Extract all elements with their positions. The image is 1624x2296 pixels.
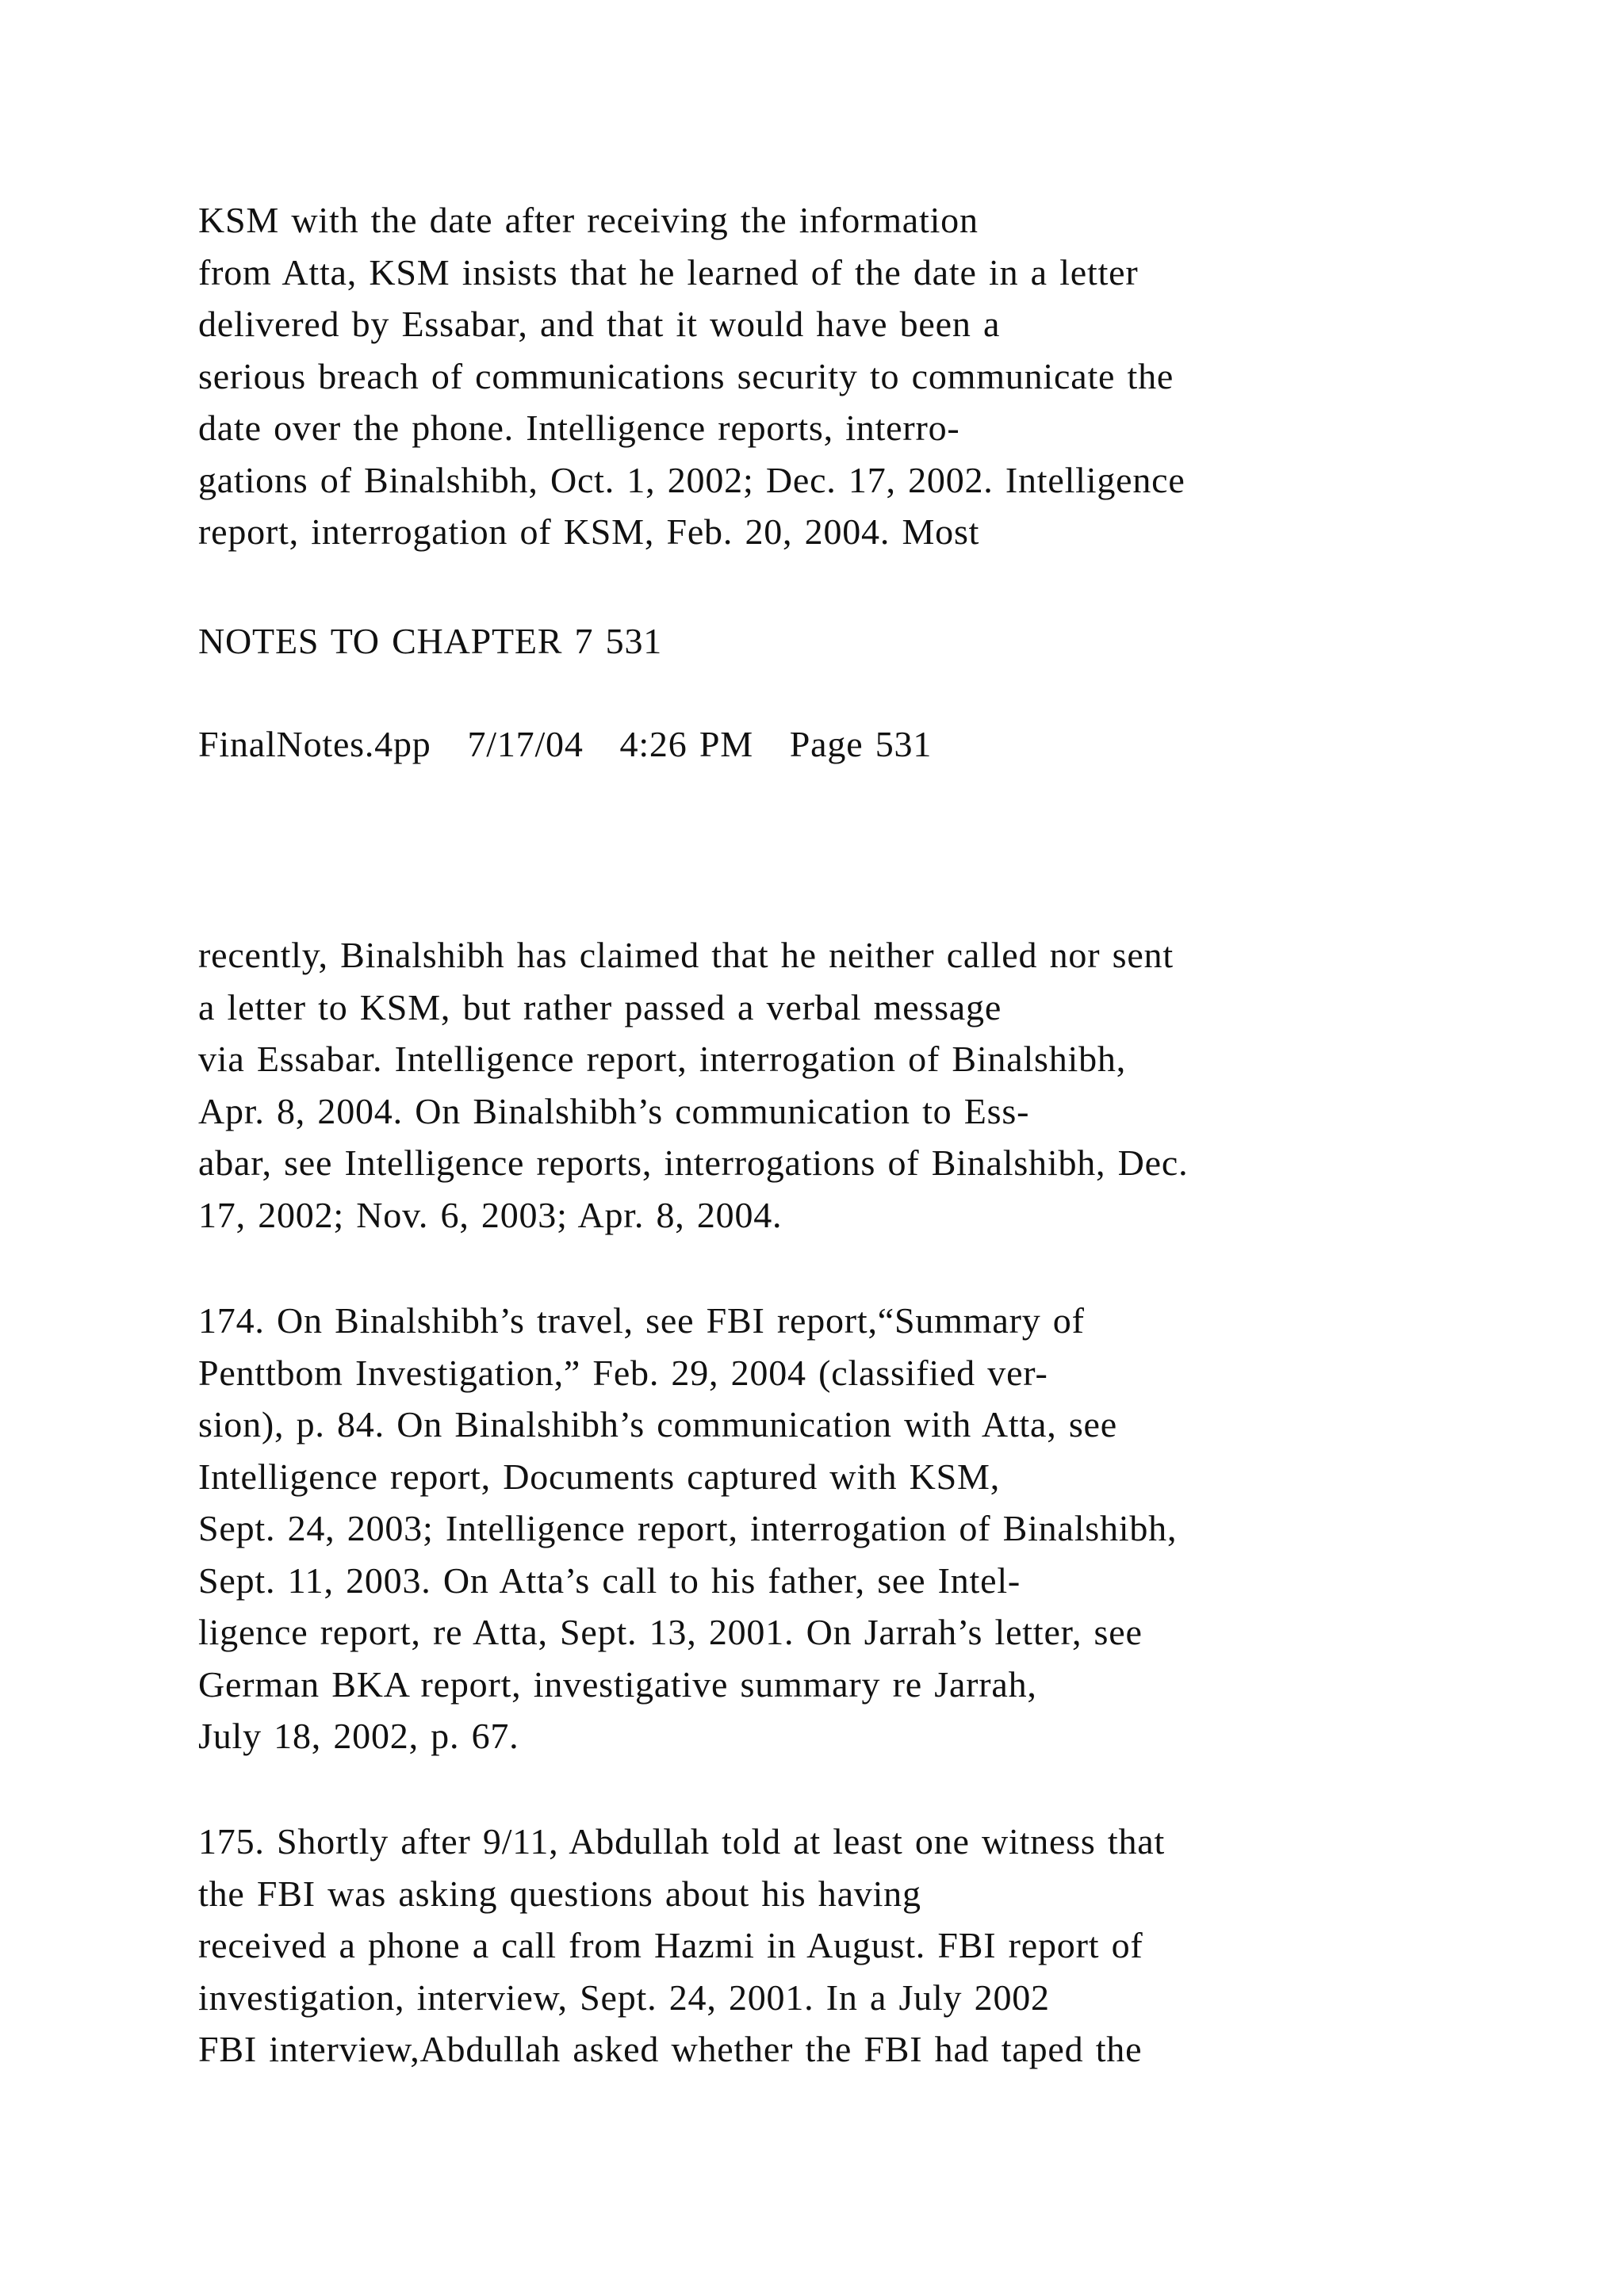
text-line: 175. Shortly after 9/11, Abdullah told at least one witness that xyxy=(198,1821,1166,1862)
note-174-paragraph xyxy=(198,1295,1483,1762)
text-line: the FBI was asking questions about his having xyxy=(198,1873,921,1914)
text-line: 17, 2002; Nov. 6, 2003; Apr. 8, 2004. xyxy=(198,1194,783,1235)
notes-chapter-heading: NOTES TO CHAPTER 7 531 xyxy=(198,621,663,661)
text-line: report, interrogation of KSM, Feb. 20, 2004. Most xyxy=(198,511,980,552)
text-line: July 18, 2002, p. 67. xyxy=(198,1716,519,1756)
note-175-paragraph xyxy=(198,1816,1483,2076)
text-line: investigation, interview, Sept. 24, 2001. In a July 2002 xyxy=(198,1976,1050,2018)
text-line: from Atta, KSM insists that he learned of the date in a letter xyxy=(198,251,1139,293)
text-line: Apr. 8, 2004. On Binalshibh’s communication to Ess- xyxy=(198,1090,1030,1131)
text-line: abar, see Intelligence reports, interrogations of Binalshibh, Dec. xyxy=(198,1142,1189,1183)
file-stamp: FinalNotes.4pp 7/17/04 4:26 PM Page 531 xyxy=(198,724,933,764)
text-line: a letter to KSM, but rather passed a verbal message xyxy=(198,986,1002,1027)
text-line: Intelligence report, Documents captured with KSM, xyxy=(198,1456,1000,1497)
text-line: received a phone a call from Hazmi in August. FBI report of xyxy=(198,1925,1143,1965)
text-line: FBI interview,Abdullah asked whether the FBI had taped the xyxy=(198,2029,1143,2069)
text-line: ligence report, re Atta, Sept. 13, 2001. On Jarrah’s letter, see xyxy=(198,1612,1143,1652)
text-line: date over the phone. Intelligence reports, interro- xyxy=(198,408,960,448)
text-line: Sept. 11, 2003. On Atta’s call to his father, see Intel- xyxy=(198,1559,1021,1601)
text-line: Sept. 24, 2003; Intelligence report, interrogation of Binalshibh, xyxy=(198,1508,1178,1548)
text-line: serious breach of communications security to communicate the xyxy=(198,355,1174,396)
note-173-continuation-paragraph xyxy=(198,194,1483,558)
continuation-paragraph xyxy=(198,929,1483,1241)
text-line: Penttbom Investigation,” Feb. 29, 2004 (classified ver- xyxy=(198,1352,1048,1393)
text-line: sion), p. 84. On Binalshibh’s communication with Atta, see xyxy=(198,1404,1117,1445)
text-line: German BKA report, investigative summary re Jarrah, xyxy=(198,1663,1037,1705)
text-line: via Essabar. Intelligence report, interrogation of Binalshibh, xyxy=(198,1039,1127,1079)
text-line: 174. On Binalshibh’s travel, see FBI report,“Summary of xyxy=(198,1300,1085,1341)
text-line: gations of Binalshibh, Oct. 1, 2002; Dec. 17, 2002. Intelligence xyxy=(198,459,1185,500)
text-line: KSM with the date after receiving the information xyxy=(198,200,979,240)
text-line: delivered by Essabar, and that it would have been a xyxy=(198,304,1001,344)
text-line: recently, Binalshibh has claimed that he neither called nor sent xyxy=(198,935,1174,975)
